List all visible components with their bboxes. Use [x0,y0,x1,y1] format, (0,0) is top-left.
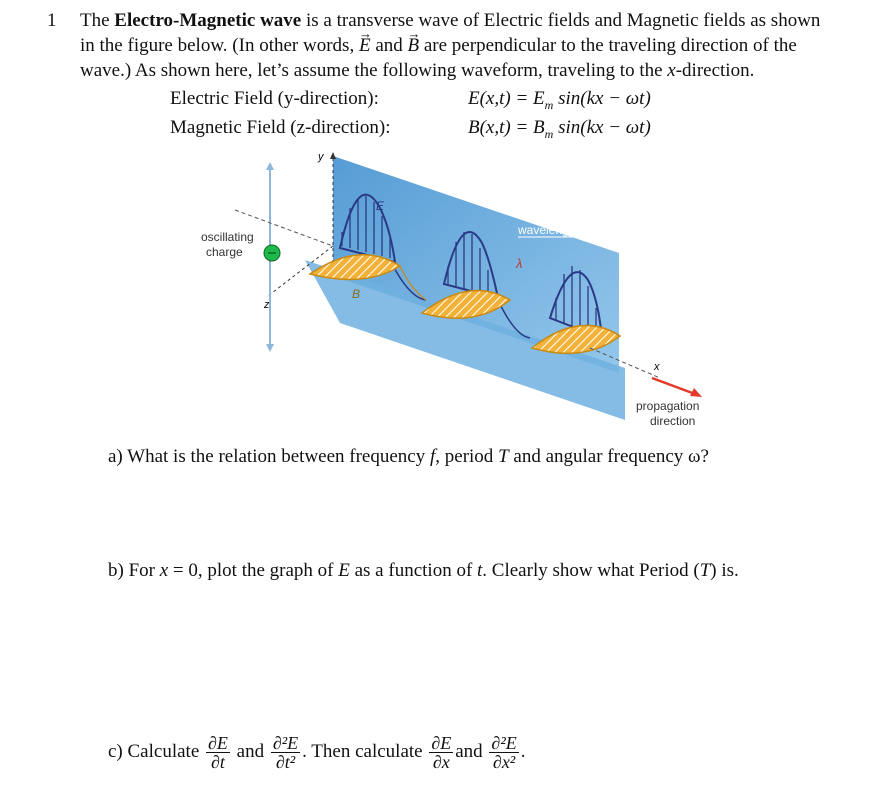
d2E-dx2-fraction: $\frac{\text{∂²E}}{\text{∂x²}}$ [491,733,517,772]
b-wave-label: B [352,287,361,301]
question-b: b) For x = 0, plot the graph of E as a function of t. Clearly show what Period (T) is. [108,560,739,581]
intro-line-2: in the figure below. (In other words, → E and → B are perpendicular to the traveling direction of the [80,33,870,58]
question-a: a) What is the relation between frequency f, period T and angular frequency ω? [108,446,709,467]
x-axis-label: x [654,361,660,373]
magnetic-field-label: Magnetic Field (z-direction): [170,117,391,138]
em-wave-figure [190,148,730,438]
em-wave-term: Electro-Magnetic wave [114,10,302,31]
propagation-label-1: propagation [636,399,700,413]
question-intro [80,8,870,83]
wavelength-label: wavelength [518,223,579,237]
e-wave-label: E [376,199,385,213]
vector-b: → B [408,33,420,58]
z-axis-label: z [264,299,270,311]
oscillating-label-1: oscillating [201,230,254,244]
oscillating-label-2: charge [206,245,243,259]
electric-field-label: Electric Field (y-direction): [170,88,379,109]
question-number: 1 [47,10,57,31]
electric-field-equation: $E(x,t) = E_m$ sin(kx − ωt) [468,88,651,112]
vector-e: → E [359,33,371,58]
magnetic-field-equation: $B(x,t) = B_m$ sin(kx − ωt) [468,117,651,141]
dE-dx-fraction: $\frac{\partial E}{\partial x}$ [431,733,452,772]
intro-line-1: The Electro-Magnetic wave is a transverse wave of Electric fields and Magnetic fields as shown [80,10,821,31]
lambda-label: λ [516,256,523,271]
question-c: c) Calculate $\frac{\partial E}{\partial t}$ and $\frac{\text{∂²E}}{\text{∂t²}}$ . Then calculate $\frac{\partial E}{\partial x}$ and $\frac{\text{∂²E}}{\text{∂x²}}$ . [108,733,526,772]
propagation-arrow [652,378,695,394]
dE-dt-fraction: $\frac{\partial E}{\partial t}$ [208,733,228,772]
y-axis-label: y [318,151,324,163]
intro-line-3: wave.) As shown here, let’s assume the following waveform, traveling to the x-direction. [80,60,755,81]
propagation-label-2: direction [650,414,696,428]
d2E-dt2-fraction: $\frac{\text{∂²E}}{\text{∂t²}}$ [272,733,299,772]
